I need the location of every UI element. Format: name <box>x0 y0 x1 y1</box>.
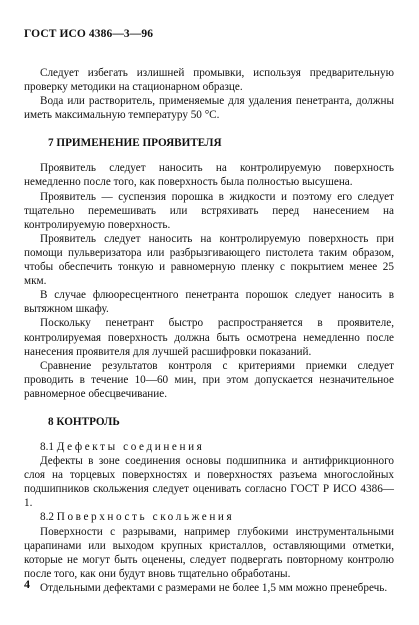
paragraph: Проявитель — суспензия порошка в жидкости и поэтому его следует тщательно перемешивать или встряхивать перед нанесением на контролируемую поверхность. <box>24 190 394 231</box>
subsection-number: 8.2 <box>40 511 54 524</box>
body-text <box>24 66 394 595</box>
running-header: ГОСТ ИСО 4386—3—96 <box>24 28 154 40</box>
page-number: 4 <box>24 577 30 591</box>
paragraph: Проявитель следует наносить на контролируемую поверхность при помощи пульверизатора или разбрызгивающего пистолета таким образом, чтобы обеспечить тонкую и равномерную пленку с покрытием менее 25 мкм. <box>24 232 394 288</box>
paragraph: Поскольку пенетрант быстро распространяется в проявителе, контролируемая поверхность должна быть осмотрена немедленно после нанесения проявителя для лучшей расшифровки показаний. <box>24 317 394 358</box>
paragraph: Дефекты в зоне соединения основы подшипника и антифрикционного слоя на торцевых поверхностях и поверхностях разъема многослойных подшипников скольжения следует оценивать согласно ГОСТ Р ИСО 4386—1. <box>24 455 394 510</box>
paragraph: Вода или растворитель, применяемые для удаления пенетранта, должны иметь максимальную температуру 50 °С. <box>24 95 394 122</box>
subsection-8-2-heading <box>24 510 394 524</box>
subsection-number: 8.1 <box>40 440 54 453</box>
subsection-8-1-heading <box>24 440 394 454</box>
paragraph: Отдельными дефектами с размерами не более 1,5 мм можно пренебречь. <box>40 581 388 594</box>
section-7-heading: 7 ПРИМЕНЕНИЕ ПРОЯВИТЕЛЯ <box>48 137 222 150</box>
paragraph: Поверхности с разрывами, например глубокими инструментальными царапинами или выходом крупных кристаллов, оставляющими отметки, которые не могут быть оценены, следует подвергать повторному контролю после того, как они будут вновь тщательно обработаны. <box>24 525 394 580</box>
section-8-heading: 8 КОНТРОЛЬ <box>48 415 120 428</box>
paragraph: Следует избегать излишней промывки, используя предварительную проверку методики на стационарном образце. <box>24 67 394 94</box>
subsection-title: Поверхность скольжения <box>56 511 235 524</box>
paragraph: В случае флюоресцентного пенетранта порошок следует наносить в вытяжном шкафу. <box>24 289 394 316</box>
subsection-title: Дефекты соединения <box>56 440 205 453</box>
paragraph: Сравнение результатов контроля с критериями приемки следует проводить в течение 10—60 мин, при этом допускается незначительное равномерное обесцвечивание. <box>24 359 394 400</box>
paragraph: Проявитель следует наносить на контролируемую поверхность немедленно после того, как поверхность была полностью высушена. <box>24 162 394 189</box>
